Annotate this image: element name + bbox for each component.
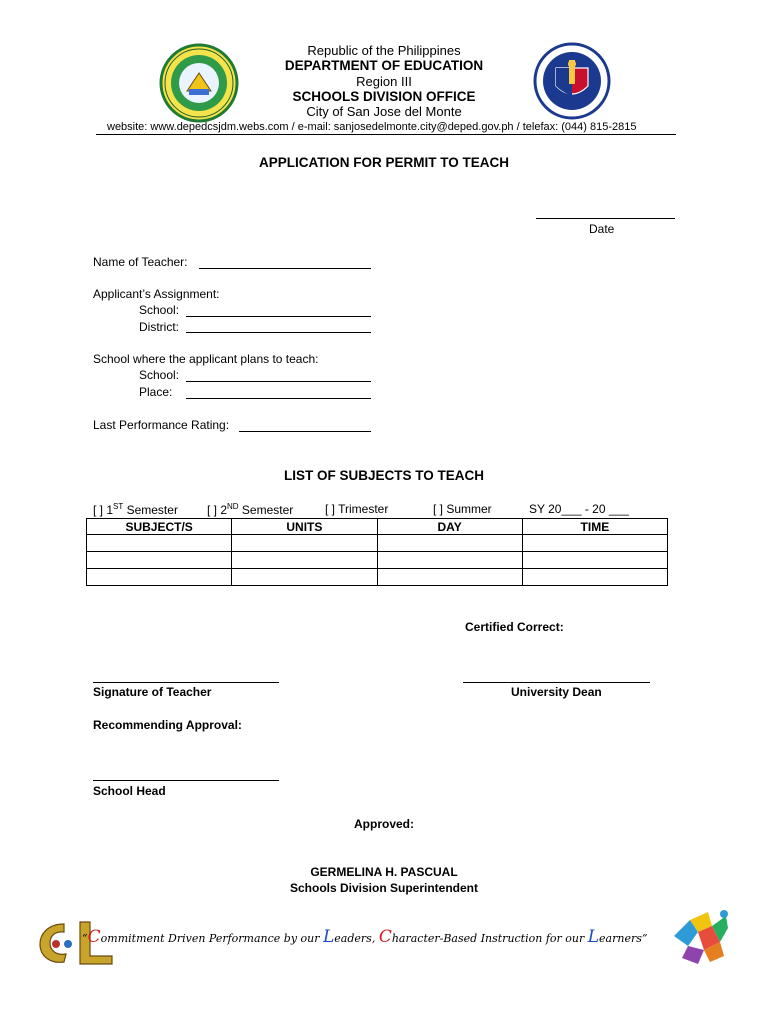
plans-place-label: Place:	[139, 385, 173, 399]
letterhead	[0, 0, 768, 140]
plans-label: School where the applicant plans to teach:	[93, 352, 319, 366]
second-semester-checkbox[interactable]: [ ] 2	[207, 503, 228, 517]
dean-signature-line[interactable]	[463, 682, 650, 683]
department-line: DEPARTMENT OF EDUCATION	[284, 58, 484, 73]
date-field-line[interactable]	[536, 218, 675, 219]
motto-text-2: eaders,	[334, 932, 379, 945]
rating-field[interactable]	[239, 431, 371, 432]
motto-text-3: haracter-Based Instruction for our	[391, 932, 588, 945]
table-cell[interactable]	[377, 535, 522, 552]
column-header-units: UNITS	[232, 519, 377, 535]
second-semester-option[interactable]	[207, 502, 293, 517]
table-row	[87, 535, 668, 552]
header-divider	[96, 134, 676, 135]
recommending-approval-label: Recommending Approval:	[93, 718, 242, 732]
motto-open-quote: “	[82, 932, 88, 945]
first-semester-sup: ST	[113, 502, 124, 511]
column-header-day: DAY	[377, 519, 522, 535]
first-semester-text: Semester	[123, 503, 178, 517]
city-line: City of San Jose del Monte	[306, 104, 462, 119]
motto-cap-c1: C	[87, 927, 101, 947]
trimester-option[interactable]: [ ] Trimester	[325, 502, 389, 516]
summer-option[interactable]: [ ] Summer	[433, 502, 492, 516]
certified-correct-label: Certified Correct:	[465, 620, 564, 634]
motto-cap-l1: L	[323, 927, 335, 947]
region-line: Region III	[356, 74, 412, 89]
name-of-teacher-label: Name of Teacher:	[93, 255, 188, 269]
office-line: SCHOOLS DIVISION OFFICE	[292, 89, 476, 104]
table-cell[interactable]	[232, 569, 377, 586]
subjects-title: LIST OF SUBJECTS TO TEACH	[283, 468, 484, 483]
rating-label: Last Performance Rating:	[93, 418, 230, 432]
table-header-row	[87, 519, 668, 535]
table-cell[interactable]	[87, 552, 232, 569]
assignment-district-label: District:	[139, 320, 179, 334]
learner-figure-icon	[668, 906, 732, 968]
table-row	[87, 569, 668, 586]
assignment-school-label: School:	[139, 303, 180, 317]
assignment-district-field[interactable]	[186, 332, 371, 333]
teacher-signature-label: Signature of Teacher	[93, 685, 212, 699]
school-year-field[interactable]: SY 20___ - 20 ___	[529, 502, 629, 516]
table-cell[interactable]	[87, 535, 232, 552]
motto-cap-l2: L	[587, 927, 600, 947]
contact-line: website: www.depedcsjdm.webs.com / e-mail: sanjosedelmonte.city@deped.gov.ph / telefax: (044) 815-2815	[107, 121, 637, 133]
table-cell[interactable]	[232, 552, 377, 569]
second-semester-text: Semester	[238, 503, 294, 517]
republic-line: Republic of the Philippines	[307, 43, 461, 58]
superintendent-name: GERMELINA H. PASCUAL	[310, 865, 458, 879]
first-semester-checkbox[interactable]: [ ] 1	[93, 503, 114, 517]
table-cell[interactable]	[522, 569, 667, 586]
table-cell[interactable]	[522, 552, 667, 569]
school-head-label: School Head	[93, 784, 166, 798]
motto-close-quote: ”	[641, 932, 648, 945]
first-semester-option[interactable]	[93, 502, 178, 517]
column-header-subjects: SUBJECT/S	[87, 519, 232, 535]
table-cell[interactable]	[87, 569, 232, 586]
school-head-signature-line[interactable]	[93, 780, 279, 781]
motto-cap-c2: C	[378, 927, 392, 947]
name-of-teacher-field[interactable]	[199, 268, 371, 269]
second-semester-sup: ND	[227, 502, 239, 511]
plans-place-field[interactable]	[186, 398, 371, 399]
subjects-table-body	[87, 535, 668, 586]
superintendent-title: Schools Division Superintendent	[289, 881, 479, 895]
dean-signature-label: University Dean	[511, 685, 602, 699]
approved-label: Approved:	[354, 817, 414, 831]
table-row	[87, 552, 668, 569]
table-cell[interactable]	[232, 535, 377, 552]
subjects-table	[86, 518, 668, 586]
plans-school-label: School:	[139, 368, 180, 382]
teacher-signature-line[interactable]	[93, 682, 279, 683]
motto-text-4: earners	[599, 932, 642, 945]
date-label: Date	[589, 222, 615, 236]
table-cell[interactable]	[377, 552, 522, 569]
footer-motto	[82, 927, 648, 947]
column-header-time: TIME	[522, 519, 667, 535]
assignment-label: Applicant’s Assignment:	[93, 287, 220, 301]
table-cell[interactable]	[522, 535, 667, 552]
motto-text-1: ommitment Driven Performance by our	[100, 932, 323, 945]
assignment-school-field[interactable]	[186, 316, 371, 317]
table-cell[interactable]	[377, 569, 522, 586]
form-title: APPLICATION FOR PERMIT TO TEACH	[258, 155, 509, 170]
plans-school-field[interactable]	[186, 381, 371, 382]
